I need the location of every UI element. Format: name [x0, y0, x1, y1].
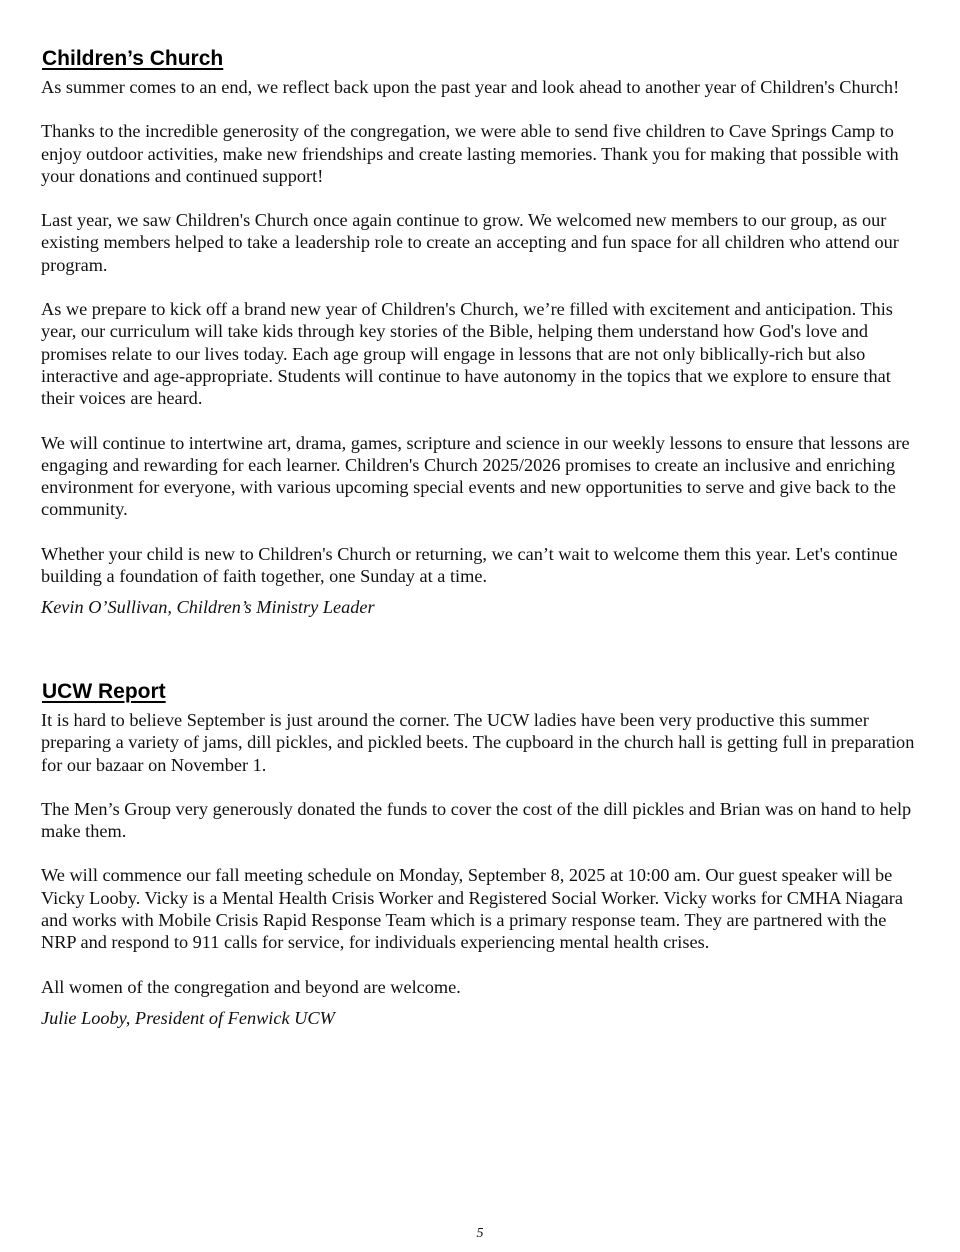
- section-heading: UCW Report: [42, 680, 166, 703]
- paragraph: The Men’s Group very generously donated the funds to cover the cost of the dill pickles and Brian was on hand to help make them.: [41, 798, 912, 842]
- paragraph: All women of the congregation and beyond are welcome.: [41, 976, 461, 997]
- signature: Julie Looby, President of Fenwick UCW: [41, 1007, 335, 1028]
- section-heading: Children’s Church: [42, 47, 224, 70]
- ucw-report-section: [41, 679, 921, 1029]
- paragraph: We will continue to intertwine art, drama, games, scripture and science in our weekly lessons to ensure that lessons are engaging and rewarding for each learner. Children's Church 2025/2026 promises to create an inclusive and enriching environment for everyone, with various upcoming special events and new opportunities to serve and give back to the community.: [41, 432, 910, 520]
- paragraph: It is hard to believe September is just around the corner. The UCW ladies have been very productive this summer preparing a variety of jams, dill pickles, and pickled beets. The cupboard in the church hall is getting full in preparation for our bazaar on November 1.: [41, 710, 915, 775]
- paragraph: Whether your child is new to Children's Church or returning, we can’t wait to welcome them this year. Let's continue building a foundation of faith together, one Sunday at a time.: [41, 543, 898, 587]
- paragraph: Last year, we saw Children's Church once again continue to grow. We welcomed new members to our group, as our existing members helped to take a leadership role to create an accepting and fun space for all children who attend our program.: [41, 210, 899, 275]
- paragraph: As summer comes to an end, we reflect back upon the past year and look ahead to another year of Children's Church!: [41, 77, 900, 97]
- signature: Kevin O’Sullivan, Children’s Ministry Leader: [41, 597, 375, 618]
- childrens-church-section: [41, 46, 921, 618]
- page-number: 5: [476, 1226, 484, 1241]
- paragraph: As we prepare to kick off a brand new year of Children's Church, we’re filled with excitement and anticipation. This year, our curriculum will take kids through key stories of the Bible, helping them understand how God's love and promises relate to our lives today. Each age group will engage in lessons that are not only biblically-rich but also interactive and age-appropriate. Students will continue to have autonomy in the topics that we explore to ensure that their voices are heard.: [41, 299, 893, 409]
- paragraph: Thanks to the incredible generosity of the congregation, we were able to send five children to Cave Springs Camp to enjoy outdoor activities, make new friendships and create lasting memories. Thank you for making that possible with your donations and continued support!: [41, 121, 899, 186]
- paragraph: We will commence our fall meeting schedule on Monday, September 8, 2025 at 10:00 am. Our guest speaker will be Vicky Looby. Vicky is a Mental Health Crisis Worker and Registered Social Worker. Vicky works for CMHA Niagara and works with Mobile Crisis Rapid Response Team which is a primary response team. They are partnered with the NRP and respond to 911 calls for service, for individuals experiencing mental health crises.: [41, 865, 903, 953]
